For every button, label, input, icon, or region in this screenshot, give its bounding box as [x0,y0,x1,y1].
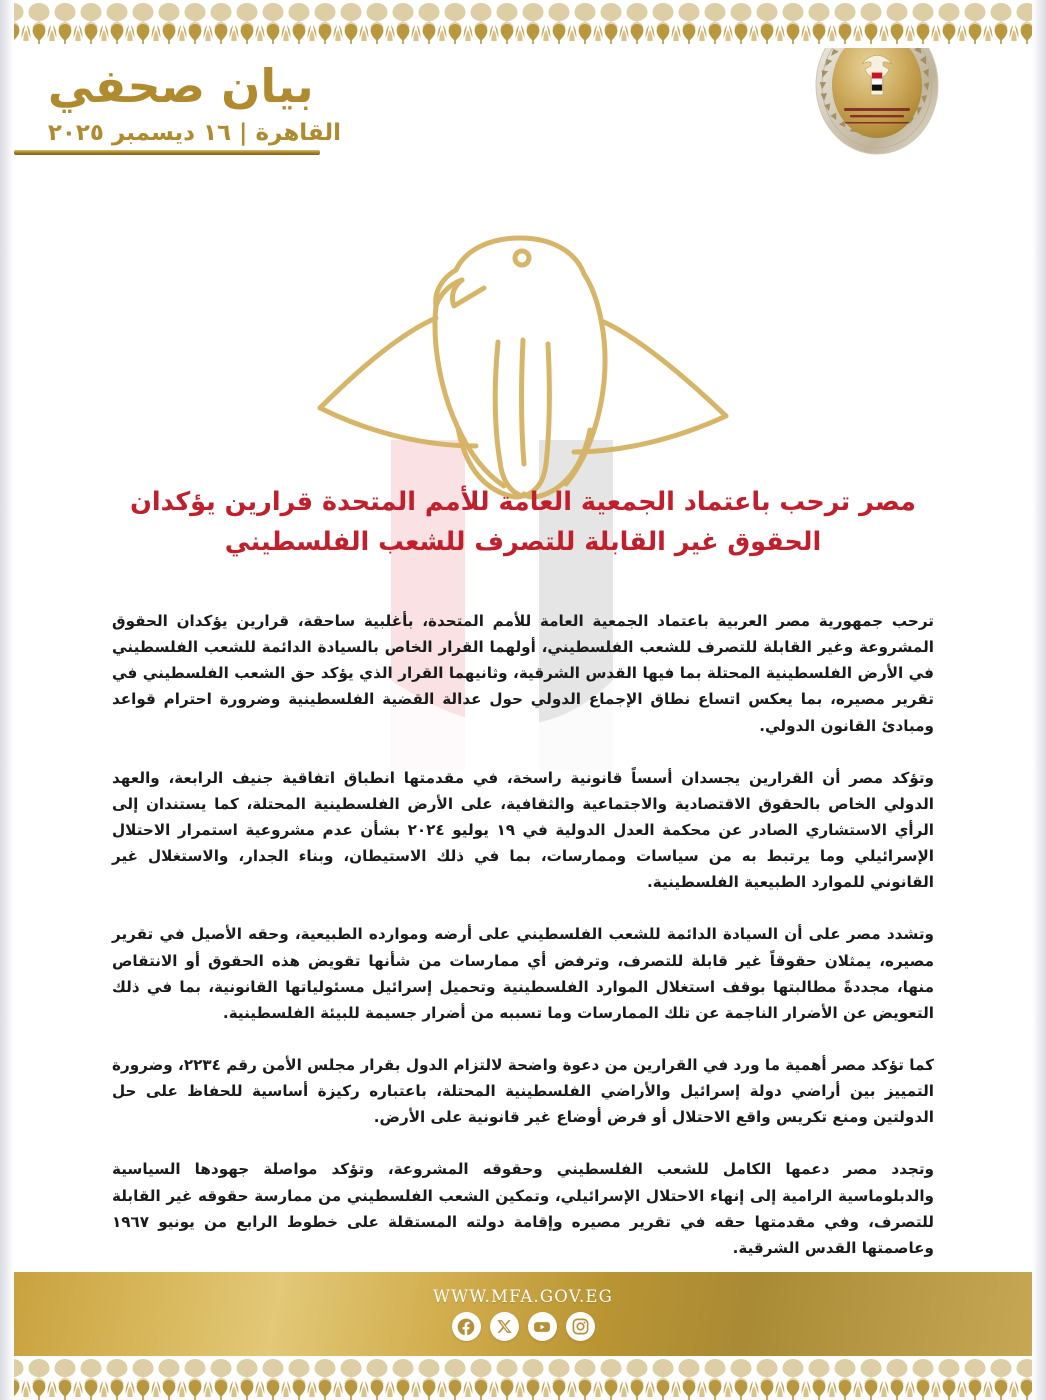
instagram-icon[interactable] [566,1312,595,1341]
facebook-icon[interactable] [452,1312,481,1341]
paragraph-5: وتجدد مصر دعمها الكامل للشعب الفلسطيني وحقوقه المشروعة، وتؤكد مواصلة جهودها السياسية والدبلوماسية الرامية إلى إنهاء الاحتلال الإسرائيلي، وتمكين الشعب الفلسطيني من ممارسة حقوقه غير القابلة للتصرف، وفي مقدمتها حقه في تقرير مصيره وإقامة دولته المستقلة على خطوط الرابع من يونيو ١٩٦٧ وعاصمتها القدس الشرقية. [112,1160,934,1257]
paragraph-1: ترحب جمهورية مصر العربية باعتماد الجمعية العامة للأمم المتحدة، بأغلبية ساحقة، قرارين يؤكدان الحقوق المشروعة وغير القابلة للتصرف للشعب الفلسطيني، أولهما القرار الخاص بالسيادة الدائمة للشعب الفلسطيني في الأرض الفلسطينية المحتلة بما فيها القدس الشرقية، وثانيهما القرار الذي يؤكد حق الشعب الفلسطيني في تقرير مصيره، بما يعكس اتساع نطاق الإجماع الدولي حول عدالة القضية الفلسطينية وضرورة احترام قواعد ومبادئ القانون الدولي. [112,612,934,735]
title-block [108,482,938,563]
paragraph-2: وتؤكد مصر أن القرارين يجسدان أسساً قانونية راسخة، في مقدمتها انطباق اتفاقية جنيف الرابعة، والعهد الدولي الخاص بالحقوق الاقتصادية والاجتماعية والثقافية، على الأرض الفلسطينية المحتلة، كما يستندان إلى الرأي الاستشاري الصادر عن محكمة العدل الدولية في ١٩ يوليو ٢٠٢٤ بشأن عدم مشروعية استمرار الاحتلال الإسرائيلي وما يرتبط به من سياسات وممارسات، بما في ذلك الاستيطان، وبناء الجدار، والاستغلال غير القانوني للموارد الطبيعية الفلسطينية. [112,768,934,892]
body-content [112,608,934,1261]
x-twitter-icon[interactable] [490,1312,519,1341]
header-text-group [47,59,341,147]
header-gold-rule [14,150,320,155]
youtube-icon[interactable] [528,1312,557,1341]
page-title: مصر ترحب باعتماد الجمعية العامة للأمم المتحدة قرارين يؤكدان الحقوق غير القابلة للتصرف للشعب الفلسطيني [130,487,916,558]
footer-band [14,1272,1032,1356]
page-edge-left [0,0,14,1400]
dateline: القاهرة | ١٦ ديسمبر ٢٠٢٥ [47,120,341,147]
paragraph-3: وتشدد مصر على أن السيادة الدائمة للشعب الفلسطيني على أرضه وموارده الطبيعية، وحقه الأصيل في تقرير مصيره، يمثلان حقوقاً غير قابلة للتصرف، وترفض أي ممارسات من شأنها تقويض هذه الحقوق أو الانتقاص منها، مجددةً مطالبتها بوقف استغلال الموارد الفلسطينية وتحميل إسرائيل مسئولياتها القانونية، بما في ذلك التعويض عن الأضرار الناجمة عن تلك الممارسات وما تسببه من أضرار جسيمة للبيئة الفلسطينية. [112,925,934,1022]
page-edge-right [1032,0,1046,1400]
header-spacer [14,44,1032,48]
social-links-row [452,1312,595,1341]
paragraph-4: كما تؤكد مصر أهمية ما ورد في القرارين من دعوة واضحة لالتزام الدول بقرار مجلس الأمن رقم ٢٢٣٤، وضرورة التمييز بين أراضي دولة إسرائيل والأراضي الفلسطينية المحتلة، باعتباره ركيزة أساسية للحفاظ على حل الدولتين ومنع تكريس واقع الاحتلال أو فرض أوضاع غير قانونية على الأرض. [112,1055,934,1127]
press-statement-kicker: بيان صحفي [47,59,314,113]
lotus-border-top-ornament [0,0,1046,44]
website-url[interactable]: WWW.MFA.GOV.EG [432,1287,614,1306]
lotus-border-bottom-ornament [0,1356,1046,1400]
